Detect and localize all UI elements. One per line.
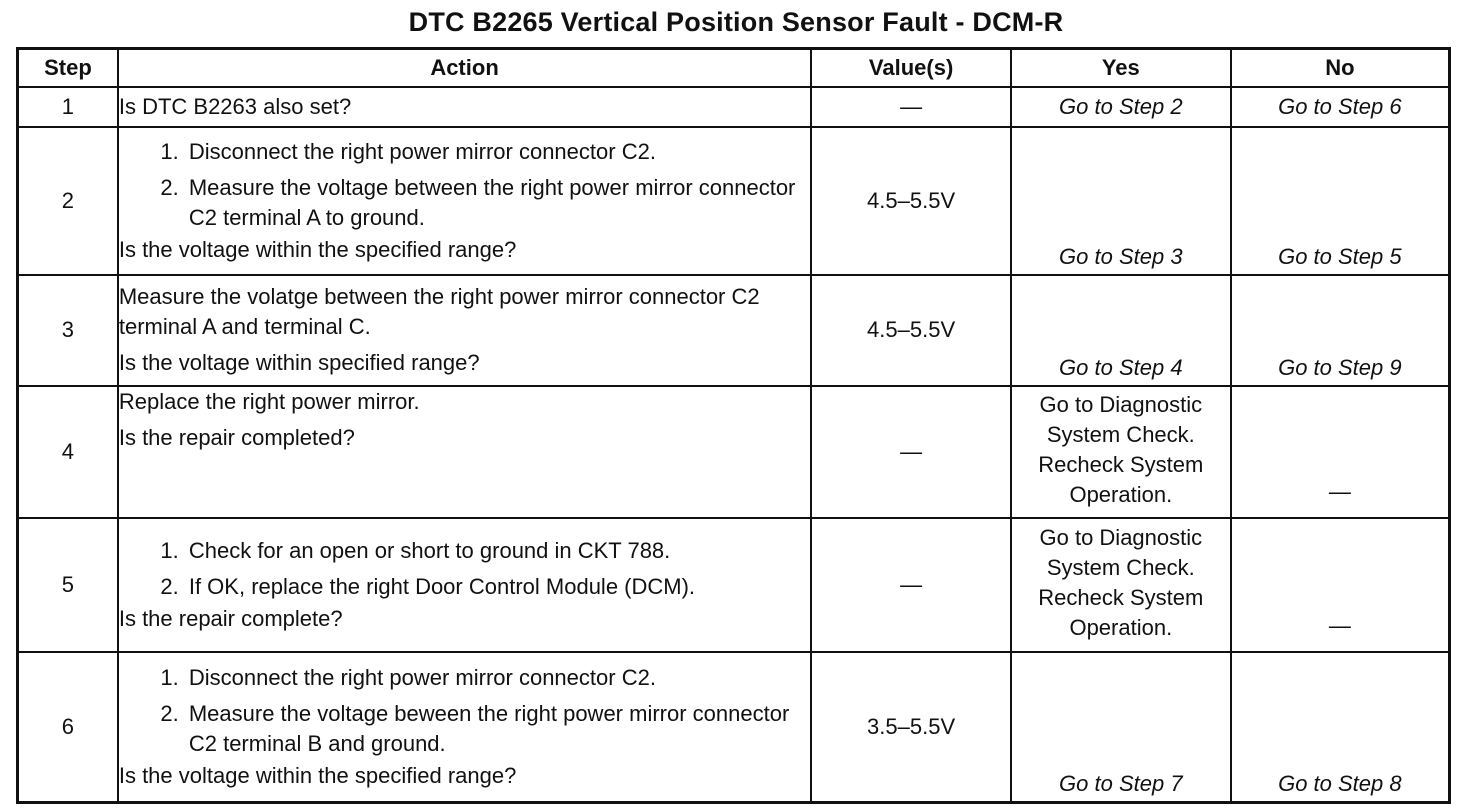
action-steps xyxy=(119,663,810,759)
yes-cell: Go to Step 7 xyxy=(1011,652,1231,802)
header-action: Action xyxy=(118,49,811,88)
value-cell: 4.5–5.5V xyxy=(811,127,1011,275)
value-cell: — xyxy=(811,386,1011,518)
no-cell: Go to Step 5 xyxy=(1231,127,1450,275)
action-text: Measure the volatge between the right power mirror connector C2 terminal A and terminal C. xyxy=(118,284,760,340)
action-step-item: 2. Measure the voltage beween the right power mirror connector C2 terminal B and ground. xyxy=(185,699,810,759)
table-row xyxy=(18,87,1450,127)
table-row xyxy=(18,386,1450,518)
action-step-item: 1. Check for an open or short to ground in CKT 788. xyxy=(185,536,810,566)
table-row xyxy=(18,652,1450,802)
yes-cell: Go to Step 4 xyxy=(1011,275,1231,385)
action-question: Is the voltage within the specified range? xyxy=(118,237,517,263)
header-row xyxy=(18,49,1450,88)
table-row xyxy=(18,518,1450,652)
step-number: 3 xyxy=(18,275,118,385)
no-text: — xyxy=(1328,613,1351,639)
header-value: Value(s) xyxy=(811,49,1011,88)
yes-cell: Go to Step 3 xyxy=(1011,127,1231,275)
header-step: Step xyxy=(18,49,118,88)
table-row xyxy=(18,127,1450,275)
step-number: 6 xyxy=(18,652,118,802)
diagnostic-table xyxy=(16,47,1451,804)
no-text: — xyxy=(1328,478,1351,504)
no-cell xyxy=(1231,518,1450,652)
yes-cell: Go to Step 2 xyxy=(1011,87,1231,127)
header-yes: Yes xyxy=(1011,49,1231,88)
action-cell xyxy=(118,386,811,518)
step-number: 4 xyxy=(18,386,118,518)
yes-text: Go to Diagnostic System Check. Recheck System Operation. xyxy=(1038,525,1204,640)
value-cell: — xyxy=(811,87,1011,127)
action-question: Is the repair complete? xyxy=(118,606,343,631)
step-number: 2 xyxy=(18,127,118,275)
yes-cell xyxy=(1011,518,1231,652)
value-cell: 3.5–5.5V xyxy=(811,652,1011,802)
action-steps xyxy=(119,137,810,233)
action-cell xyxy=(118,127,811,275)
step-number: 1 xyxy=(18,87,118,127)
action-cell xyxy=(118,518,811,652)
step-number: 5 xyxy=(18,518,118,652)
action-question: Is the voltage within the specified range? xyxy=(118,763,517,789)
no-cell: Go to Step 6 xyxy=(1231,87,1450,127)
no-cell xyxy=(1231,386,1450,518)
value-cell: — xyxy=(811,518,1011,652)
value-cell: 4.5–5.5V xyxy=(811,275,1011,385)
no-cell: Go to Step 9 xyxy=(1231,275,1450,385)
action-question: Is DTC B2263 also set? xyxy=(118,94,352,120)
action-text: Replace the right power mirror. xyxy=(118,388,420,414)
table-row xyxy=(18,275,1450,385)
header-no: No xyxy=(1231,49,1450,88)
yes-text: Go to Diagnostic System Check. Recheck System Operation. xyxy=(1038,391,1204,507)
action-question: Is the voltage within specified range? xyxy=(118,350,480,376)
yes-cell xyxy=(1011,386,1231,518)
action-cell xyxy=(118,87,811,127)
action-step-item: 2. If OK, replace the right Door Control Module (DCM). xyxy=(185,572,810,602)
action-step-item: 1. Disconnect the right power mirror connector C2. xyxy=(185,137,810,167)
action-cell xyxy=(118,275,811,385)
no-cell: Go to Step 8 xyxy=(1231,652,1450,802)
action-steps xyxy=(119,536,810,602)
action-question: Is the repair completed? xyxy=(118,424,355,450)
action-cell xyxy=(118,652,811,802)
action-step-item: 1. Disconnect the right power mirror connector C2. xyxy=(185,663,810,693)
page-title: DTC B2265 Vertical Position Sensor Fault - DCM-R xyxy=(408,7,1064,37)
action-step-item: 2. Measure the voltage between the right power mirror connector C2 terminal A to ground. xyxy=(185,173,810,233)
